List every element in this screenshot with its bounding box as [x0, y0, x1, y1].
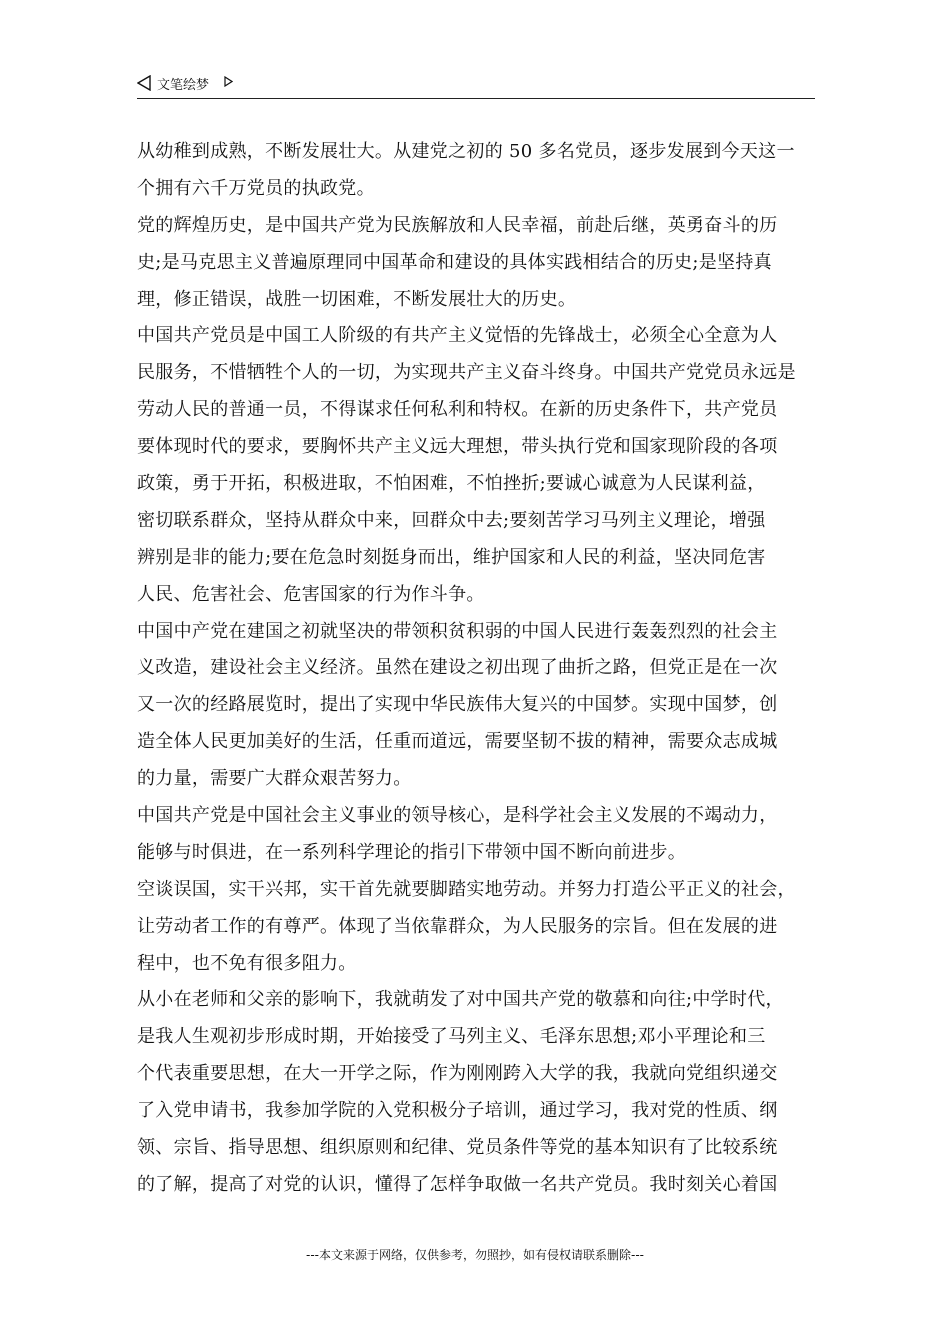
text-line: 人民、危害社会、危害国家的行为作斗争。 [137, 583, 485, 605]
text-line: 中国中产党在建国之初就坚决的带领积贫积弱的中国人民进行轰轰烈烈的社会主 [137, 620, 778, 642]
text-line: 程中，也不免有很多阻力。 [137, 952, 357, 974]
text-line: 让劳动者工作的有尊严。体现了当依靠群众，为人民服务的宗旨。但在发展的进 [137, 915, 778, 937]
page-header [137, 72, 815, 99]
text-line: 了入党申请书，我参加学院的入党积极分子培训，通过学习，我对党的性质、纲 [137, 1100, 778, 1122]
text-line: 史;是马克思主义普遍原理同中国革命和建设的具体实践相结合的历史;是坚持真 [137, 251, 772, 273]
text-line: 领、宗旨、指导思想、组织原则和纪律、党员条件等党的基本知识有了比较系统 [137, 1137, 778, 1159]
text-line: 从幼稚到成熟，不断发展壮大。从建党之初的 50 多名党员，逐步发展到今天这一 [137, 141, 795, 162]
text-line: 个代表重要思想，在大一开学之际，作为刚刚跨入大学的我，我就向党组织递交 [137, 1063, 778, 1085]
header-title: 文笔绘梦 [157, 78, 210, 93]
text-line: 又一次的经路展览时，提出了实现中华民族伟大复兴的中国梦。实现中国梦，创 [137, 694, 778, 716]
text-line: 的力量，需要广大群众艰苦努力。 [137, 768, 412, 790]
text-line: 理，修正错误，战胜一切困难，不断发展壮大的历史。 [137, 288, 577, 310]
text-line: 空谈误国，实干兴邦，实干首先就要脚踏实地劳动。并努力打造公平正义的社会， [137, 878, 796, 900]
text-line: 辨别是非的能力;要在危急时刻挺身而出，维护国家和人民的利益，坚决同危害 [137, 546, 766, 568]
text-line: 能够与时俱进，在一系列科学理论的指引下带领中国不断向前进步。 [137, 841, 686, 863]
text-line: 是我人生观初步形成时期，开始接受了马列主义、毛泽东思想;邓小平理论和三 [137, 1026, 766, 1048]
text-line: 造全体人民更加美好的生活，任重而道远，需要坚韧不拔的精神，需要众志成城 [137, 731, 778, 753]
right-triangle-icon [224, 76, 233, 87]
text-line: 中国共产党是中国社会主义事业的领导核心，是科学社会主义发展的不竭动力， [137, 805, 778, 827]
text-line: 义改造，建设社会主义经济。虽然在建设之初出现了曲折之路，但党正是在一次 [137, 657, 778, 679]
left-triangle-icon [137, 75, 151, 91]
text-line: 从小在老师和父亲的影响下，我就萌发了对中国共产党的敬慕和向往;中学时代， [137, 989, 784, 1011]
text-line: 政策，勇于开拓，积极进取，不怕困难，不怕挫折;要诚心诚意为人民谋利益， [137, 473, 766, 495]
text-line: 劳动人民的普通一员，不得谋求任何私利和特权。在新的历史条件下，共产党员 [137, 399, 778, 421]
text-line: 密切联系群众，坚持从群众中来，回群众中去;要刻苦学习马列主义理论，增强 [137, 509, 766, 531]
text-line: 要体现时代的要求，要胸怀共产主义远大理想，带头执行党和国家现阶段的各项 [137, 436, 778, 458]
document-body [137, 134, 815, 1204]
text-line: 民服务，不惜牺牲个人的一切，为实现共产主义奋斗终身。中国共产党党员永远是 [137, 362, 796, 384]
text-line: 的了解，提高了对党的认识，懂得了怎样争取做一名共产党员。我时刻关心着国 [137, 1173, 778, 1195]
text-line: 党的辉煌历史，是中国共产党为民族解放和人民幸福，前赴后继，英勇奋斗的历 [137, 214, 778, 236]
text-line: 个拥有六千万党员的执政党。 [137, 177, 375, 199]
page-footer: ---本文来源于网络，仅供参考，勿照抄，如有侵权请联系删除--- [306, 1248, 644, 1262]
text-line: 中国共产党员是中国工人阶级的有共产主义觉悟的先锋战士，必须全心全意为人 [137, 325, 778, 347]
